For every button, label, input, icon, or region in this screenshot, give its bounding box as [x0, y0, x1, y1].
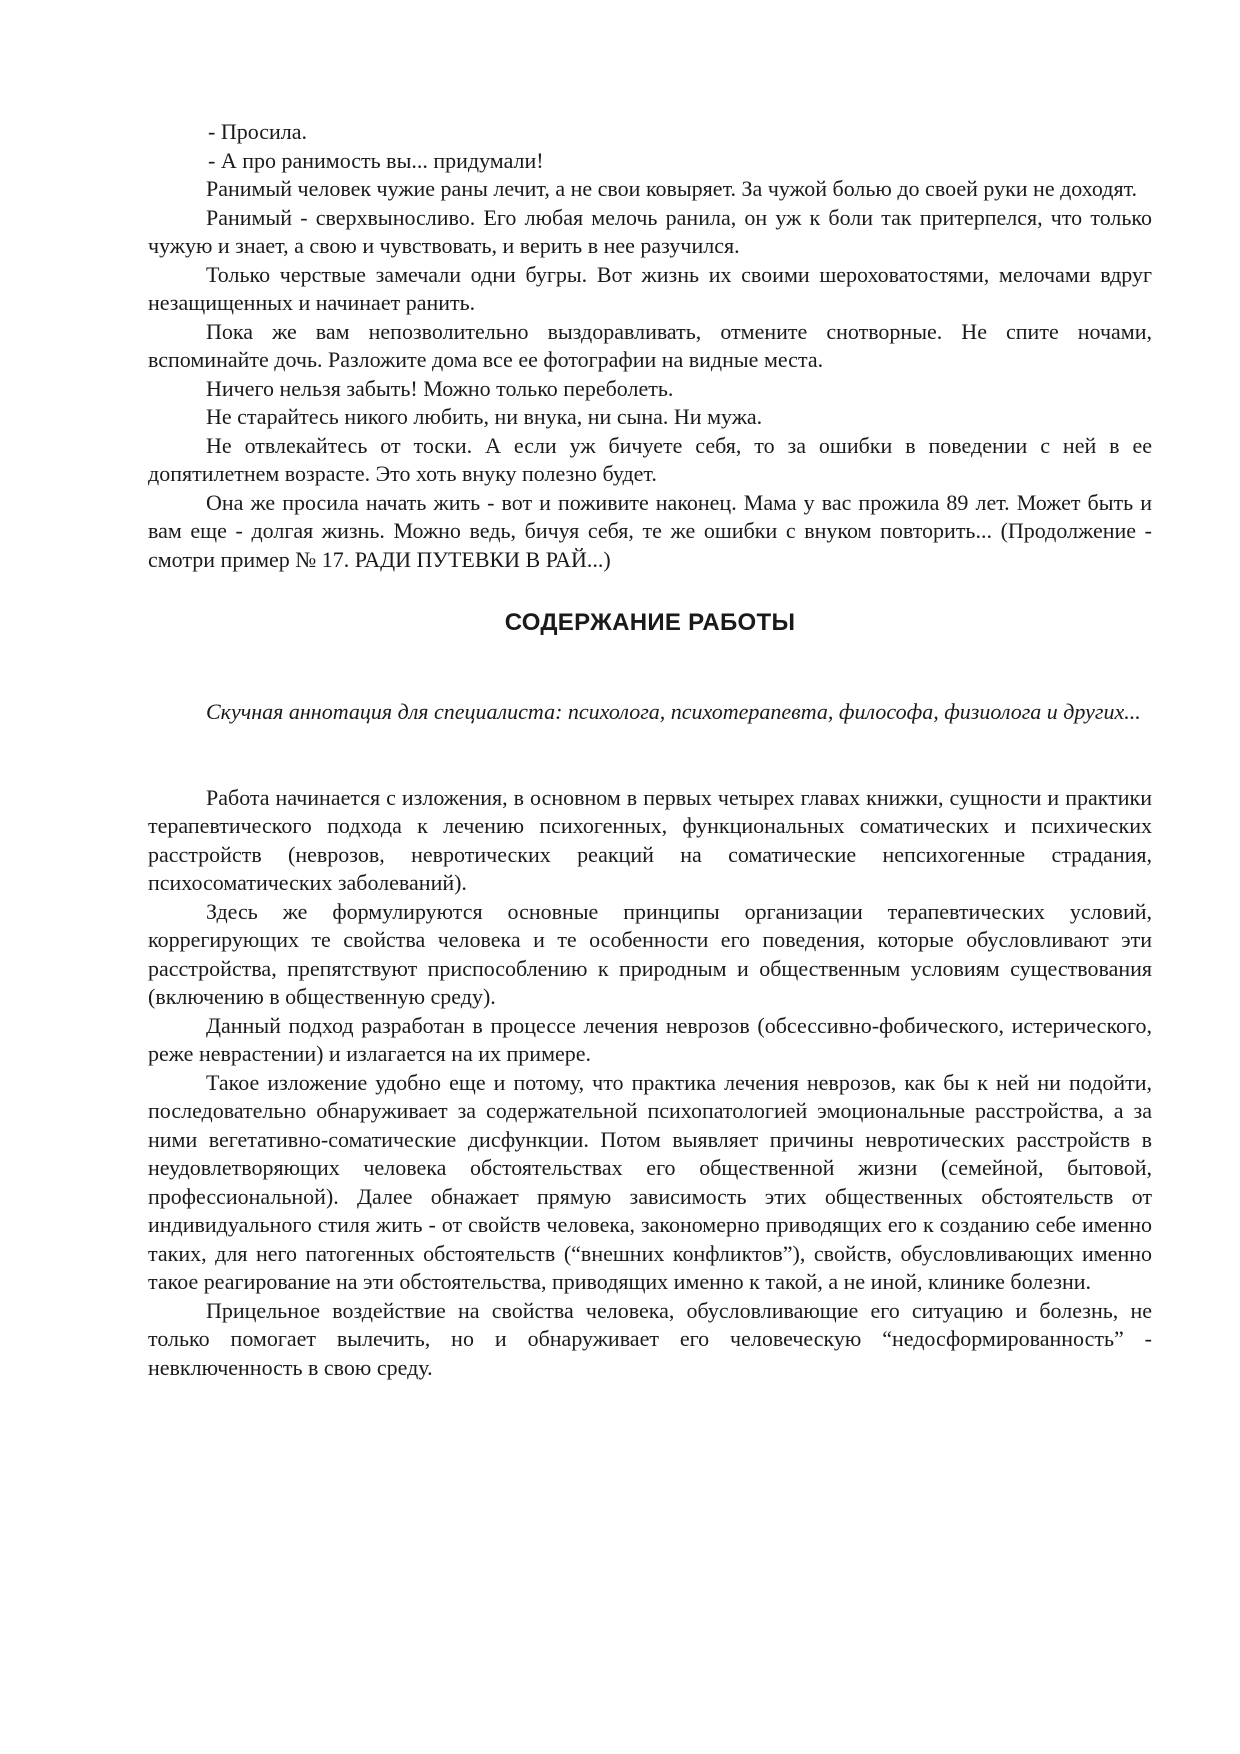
content-paragraph: Прицельное воздействие на свойства человека, обусловливающие его ситуацию и болезнь, не только помогает вылечить, но и обнаруживает его человеческую “недосформированность” - невключенность в свою среду.: [148, 1297, 1152, 1380]
spacer: [148, 727, 1152, 784]
story-paragraph: Не отвлекайтесь от тоски. А если уж бичуете себя, то за ошибки в поведении с ней в ее допятилетнем возрасте. Это хоть внуку полезно будет.: [148, 432, 1152, 486]
content-paragraph: Такое изложение удобно еще и потому, что практика лечения неврозов, как бы к ней ни подойти, последовательно обнаруживает за содержательной психопатологией эмоциональные расстройства, а за ними вегетативно-соматические дисфункции. Потом выявляет причины невротических расстройств в неудовлетворяющих человека обстоятельствах его общественной жизни (семейной, бытовой, профессиональной). Далее обнажает прямую зависимость этих общественных обстоятельств от индивидуального стиля жить - от свойств человека, закономерно приводящих его к созданию себе именно таких, для него патогенных обстоятельств (“внешних конфликтов”), свойств, обусловливающих именно такое реагирование на эти обстоятельства, приводящих именно к такой, а не иной, клинике болезни.: [148, 1069, 1152, 1294]
story-paragraph: Пока же вам непозволительно выздоравливать, отмените снотворные. Не спите ночами, вспоминайте дочь. Разложите дома все ее фотографии на видные места.: [148, 318, 1152, 372]
content-paragraph: Работа начинается с изложения, в основном в первых четырех главах книжки, сущности и практики терапевтического подхода к лечению психогенных, функциональных соматических и психических расстройств (неврозов, невротических реакций на соматические непсихогенные страдания, психосоматических заболеваний).: [148, 784, 1152, 895]
section-heading: СОДЕРЖАНИЕ РАБОТЫ: [504, 609, 796, 636]
story-paragraph: Она же просила начать жить - вот и поживите наконец. Мама у вас прожила 89 лет. Может быть и вам еще - долгая жизнь. Можно ведь, бичуя себя, те же ошибки с внуком повторить... (Продолжение - смотри пример № 17. РАДИ ПУТЕВКИ В РАЙ...): [148, 489, 1152, 572]
content-paragraph: Здесь же формулируются основные принципы организации терапевтических условий, коррегирующих те свойства человека и те особенности его поведения, которые обусловливают эти расстройства, препятствуют приспособлению к природным и общественным условиям существования (включению в общественную среду).: [148, 898, 1152, 1009]
story-paragraph: Ранимый - сверхвыносливо. Его любая мелочь ранила, он уж к боли так притерпелся, что только чужую и знает, а свою и чувствовать, и верить в нее разучился.: [148, 204, 1152, 258]
story-paragraph: Ранимый человек чужие раны лечит, а не свои ковыряет. За чужой болью до своей руки не доходят.: [206, 176, 1138, 201]
story-paragraph: Только черствые замечали одни бугры. Вот жизнь их своими шероховатостями, мелочами вдруг незащищенных и начинает ранить.: [148, 261, 1152, 315]
story-paragraph: Ничего нельзя забыть! Можно только переболеть.: [206, 375, 674, 401]
content-paragraph: Данный подход разработан в процессе лечения неврозов (обсессивно-фобического, истерического, реже неврастении) и излагается на их примере.: [148, 1012, 1152, 1066]
dialogue-line: - А про ранимость вы... придумали!: [208, 147, 544, 173]
dialogue-line: - Просила.: [208, 119, 308, 144]
document-page: [148, 118, 1152, 1382]
annotation-paragraph: Скучная аннотация для специалиста: психолога, психотерапевта, философа, физиолога и других...: [206, 699, 1141, 724]
story-paragraph: Не старайтесь никого любить, ни внука, ни сына. Ни мужа.: [206, 404, 763, 429]
